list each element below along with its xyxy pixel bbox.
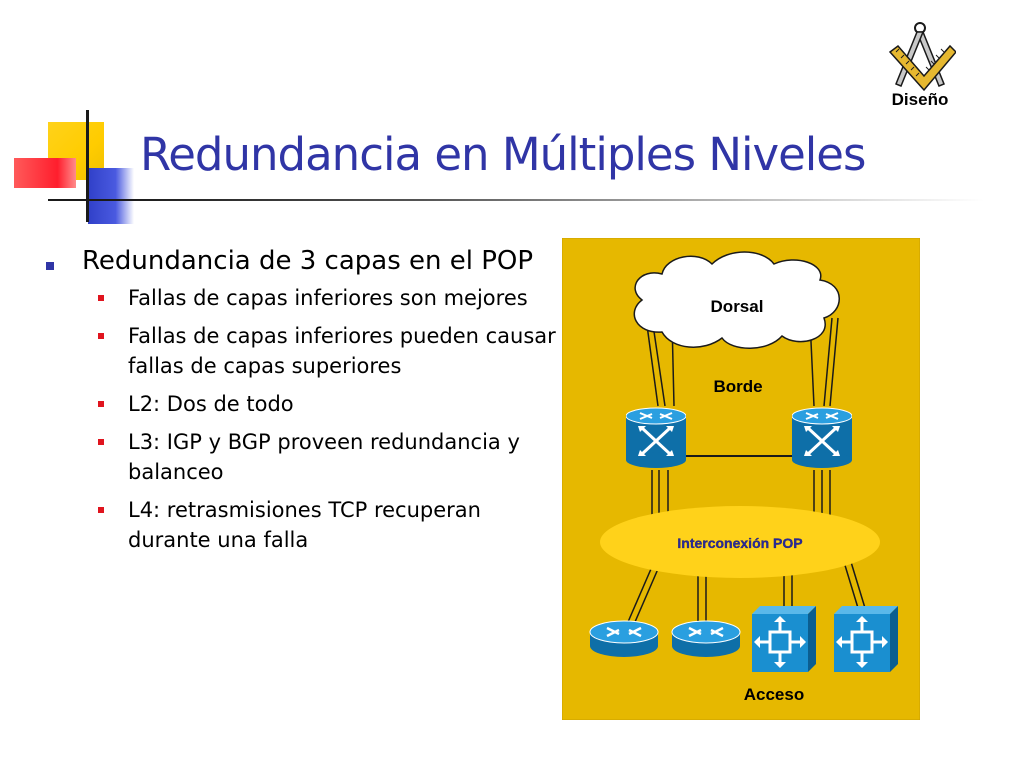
bullet-square-icon [98, 333, 104, 339]
sub-bullet-item [40, 427, 560, 487]
logo-label: Diseño [891, 90, 949, 109]
network-diagram-svg [562, 238, 920, 720]
bullet-square-icon [98, 401, 104, 407]
title-underline [48, 199, 984, 201]
bullet-square-icon [98, 295, 104, 301]
network-diagram [562, 238, 920, 720]
sub-bullet-text: Fallas de capas inferiores son mejores [128, 286, 528, 310]
bullet-text: Redundancia de 3 capas en el POP [82, 246, 534, 276]
sub-bullet-text: L2: Dos de todo [128, 392, 294, 416]
sub-bullet-text: L4: retrasmisiones TCP recuperan durante una falla [128, 498, 481, 552]
switch-icon [752, 606, 816, 672]
bullet-square-icon [46, 262, 54, 270]
router-icon [626, 408, 686, 468]
router-icon [792, 408, 852, 468]
decor-red-block [14, 158, 76, 188]
decor-blue-block [88, 168, 134, 224]
switch-icon [834, 606, 898, 672]
router-icon [672, 621, 740, 657]
bullet-square-icon [98, 439, 104, 445]
slide-title: Redundancia en Múltiples Niveles [140, 128, 866, 181]
bullet-item [40, 246, 560, 277]
bullet-square-icon [98, 507, 104, 513]
bullet-list [40, 246, 560, 563]
access-label: Acceso [743, 685, 805, 704]
router-icon [590, 621, 658, 657]
sub-bullet-text: Fallas de capas inferiores pueden causar fallas de capas superiores [128, 324, 556, 378]
sub-bullet-item [40, 495, 560, 555]
interconnect-label: Interconexión POP [677, 535, 803, 551]
decor-vertical-line [86, 110, 89, 222]
sub-bullet-item [40, 283, 560, 313]
cloud-label: Dorsal [710, 297, 764, 316]
sub-bullet-item [40, 321, 560, 381]
sub-bullet-text: L3: IGP y BGP proveen redundancia y balanceo [128, 430, 520, 484]
sub-bullet-item [40, 389, 560, 419]
edge-label: Borde [713, 377, 763, 396]
